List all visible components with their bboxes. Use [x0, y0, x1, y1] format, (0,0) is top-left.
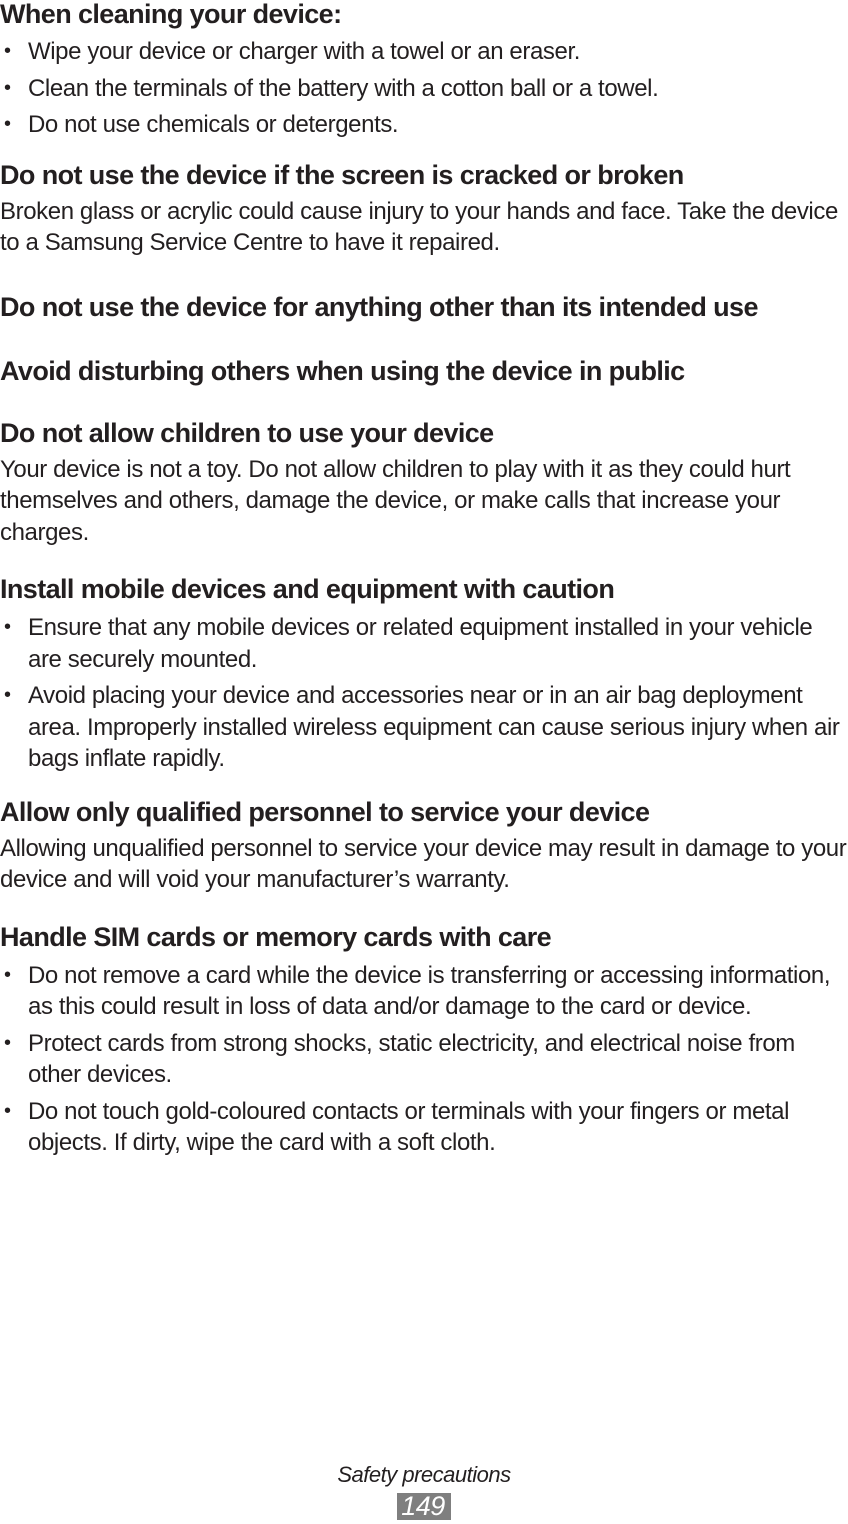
bullet-list: [0, 612, 848, 775]
section-paragraph: Allowing unqualified personnel to service your device may result in damage to your device and will void your manufacturer’s warranty.: [0, 834, 847, 893]
section-heading: Do not use the device if the screen is cracked or broken: [0, 159, 684, 190]
section-public-use: [0, 354, 848, 388]
list-item: • Protect cards from strong shocks, static electricity, and electrical noise from other devices.: [4, 1029, 795, 1088]
section-heading: Do not allow children to use your device: [0, 417, 494, 448]
section-cracked-screen: [0, 158, 848, 259]
section-paragraph: Broken glass or acrylic could cause injury to your hands and face. Take the device to a Samsung Service Centre to have it repaired.: [0, 197, 838, 256]
list-item: • Wipe your device or charger with a towel or an eraser.: [0, 36, 848, 68]
bullet-marker: •: [4, 76, 11, 99]
bullet-list: [0, 960, 848, 1159]
page-footer: [0, 1461, 848, 1520]
list-item: • Clean the terminals of the battery with a cotton ball or a towel.: [0, 73, 848, 105]
list-item: • Do not use chemicals or detergents.: [0, 109, 848, 141]
section-sim-cards: [0, 920, 848, 1159]
bullet-marker: •: [4, 1099, 11, 1122]
section-intended-use: [0, 290, 848, 324]
section-install-caution: [0, 572, 848, 775]
list-item: • Do not remove a card while the device is transferring or accessing information, as this could result in loss of data and/or damage to the card or device.: [4, 961, 831, 1020]
bullet-marker: •: [4, 963, 11, 986]
section-heading: Allow only qualified personnel to service your device: [0, 796, 650, 827]
section-heading: When cleaning your device:: [0, 0, 342, 29]
section-heading: Avoid disturbing others when using the device in public: [0, 355, 685, 386]
section-cleaning: [0, 0, 848, 141]
section-heading: Do not use the device for anything other than its intended use: [0, 291, 758, 322]
bullet-marker: •: [4, 684, 11, 706]
bullet-marker: •: [4, 1031, 11, 1054]
section-heading: Install mobile devices and equipment with caution: [0, 574, 615, 604]
bullet-marker: •: [4, 113, 11, 135]
bullet-marker: •: [4, 616, 11, 638]
bullet-list: [0, 36, 848, 141]
page-number-badge: 149: [397, 1493, 451, 1520]
section-paragraph: Your device is not a toy. Do not allow children to play with it as they could hurt themselves and others, damage the device, or make calls that increase your charges.: [0, 455, 791, 546]
list-item: • Ensure that any mobile devices or related equipment installed in your vehicle are securely mounted.: [4, 614, 813, 673]
bullet-marker: •: [4, 40, 11, 62]
section-qualified-personnel: [0, 795, 848, 896]
footer-section-title: Safety precautions: [337, 1462, 511, 1487]
list-item: • Avoid placing your device and accessories near or in an air bag deployment area. Improperly installed wireless equipment can cause serious injury when air bags inflate rapidly.: [4, 682, 840, 772]
section-heading: Handle SIM cards or memory cards with care: [0, 921, 552, 952]
section-children: [0, 416, 848, 549]
list-item: • Do not touch gold-coloured contacts or terminals with your fingers or metal objects. If dirty, wipe the card with a soft cloth.: [4, 1097, 790, 1156]
